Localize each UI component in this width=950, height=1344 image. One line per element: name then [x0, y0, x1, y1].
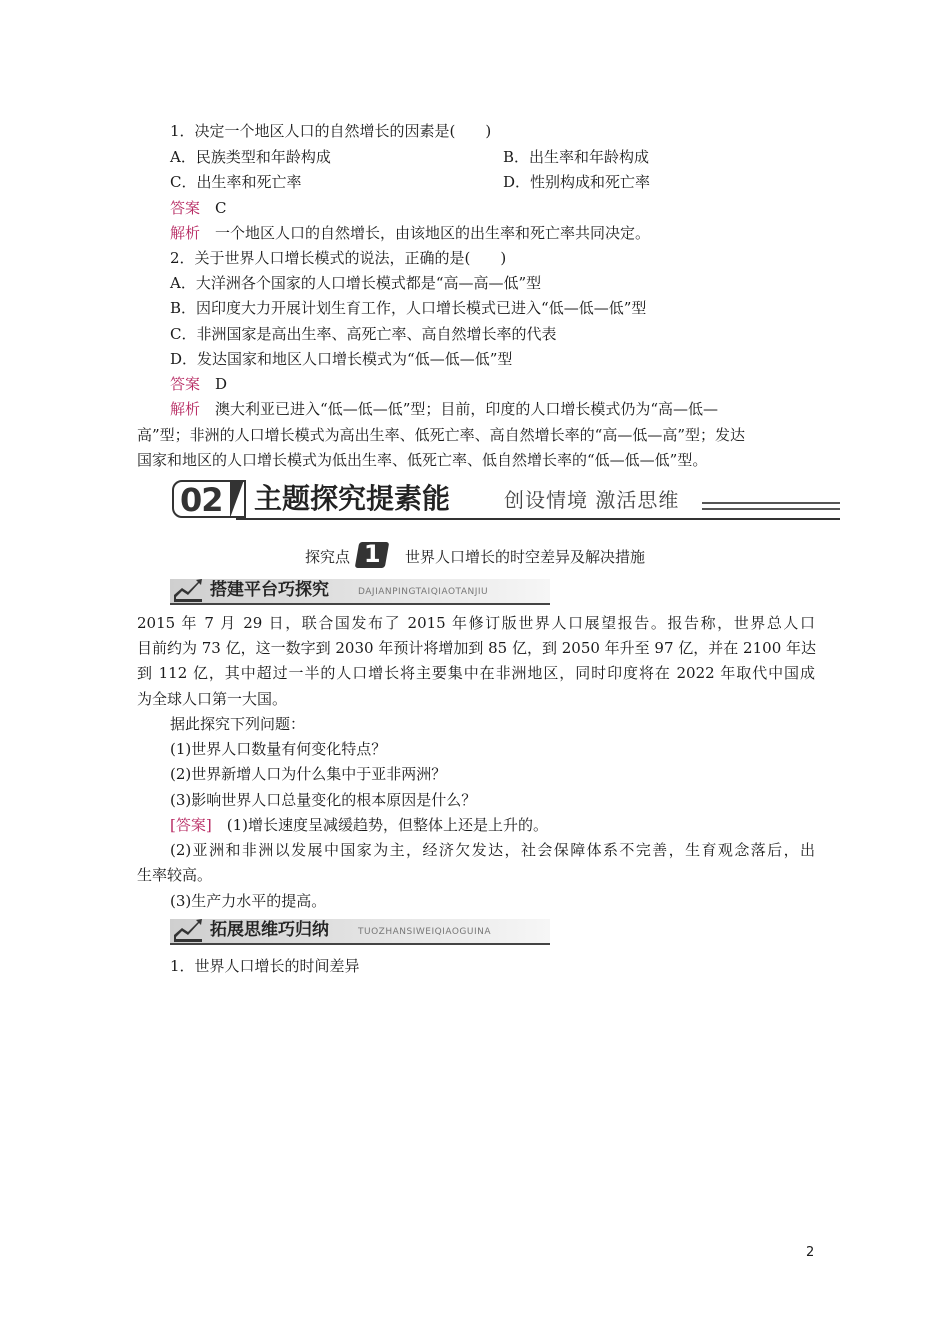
subsection-pinyin-1: DAJIANPINGTAIQIAOTANJIU: [358, 587, 489, 597]
q1-option-b: B．出生率和年龄构成: [503, 148, 650, 166]
q1-option-a: A．民族类型和年龄构成: [170, 148, 331, 166]
q1-analysis: [170, 222, 650, 244]
q1-option-d: D．性别构成和死亡率: [503, 173, 651, 191]
subsection-bar-underline: [170, 943, 550, 945]
q2-stem: 2．关于世界人口增长模式的说法，正确的是( ): [170, 249, 507, 267]
passage-line-3: 到 112 亿，其中超过一半的人口增长将主要集中在非洲地区，同时印度将在 2022 年取代中国成: [137, 664, 815, 682]
q1-option-c: C．出生率和死亡率: [170, 173, 302, 191]
inquiry-prompt: 据此探究下列问题：: [170, 715, 306, 733]
trend-chart-icon: [172, 577, 204, 603]
answer-2-line-1: (2)亚洲和非洲以发展中国家为主，经济欠发达，社会保障体系不完善，生育观念落后，出: [170, 841, 815, 859]
answer-2-line-2: 生率较高。: [137, 866, 213, 884]
banner-rule: [702, 502, 840, 504]
explore-number-badge: [355, 542, 390, 568]
q1-analysis-text: 一个地区人口的自然增长，由该地区的出生率和死亡率共同决定。: [215, 224, 651, 242]
q2-analysis-line-3: 国家和地区的人口增长模式为低出生率、低死亡率、低自然增长率的“低—低—低”型。: [137, 451, 708, 469]
subsection-bar-underline: [170, 603, 550, 605]
trend-chart-icon: [172, 917, 204, 943]
passage-line-2: 目前约为 73 亿，这一数字到 2030 年预计将增加到 85 亿，到 2050 年升至 97 亿，并在 2100 年达: [137, 639, 817, 657]
q2-answer: [170, 373, 227, 395]
answer-3: (3)生产力水平的提高。: [170, 892, 327, 910]
section-banner: [172, 478, 840, 522]
answer-line-1: [170, 814, 548, 836]
q2-analysis-line-2: 高”型；非洲的人口增长模式为高出生率、低死亡率、高自然增长率的“高—低—高”型；发达: [137, 426, 746, 444]
q2-analysis-line-1: [170, 398, 718, 420]
passage-line-1: 2015 年 7 月 29 日，联合国发布了 2015 年修订版世界人口展望报告。报告称，世界总人口: [137, 614, 815, 632]
q2-answer-label: 答案: [170, 375, 201, 393]
q2-option-b: B．因印度大力开展计划生育工作，人口增长模式已进入“低—低—低”型: [170, 299, 647, 317]
q2-option-c: C．非洲国家是高出生率、高死亡率、高自然增长率的代表: [170, 325, 557, 343]
q2-analysis-text-1: 澳大利亚已进入“低—低—低”型；目前，印度的人口增长模式仍为“高—低—: [215, 400, 719, 418]
answer-label: [答案]: [170, 816, 212, 834]
banner-rule: [702, 508, 840, 510]
q1-answer: [170, 197, 227, 219]
q1-stem: 1．决定一个地区人口的自然增长的因素是( ): [170, 122, 492, 140]
q2-option-d: D．发达国家和地区人口增长模式为“低—低—低”型: [170, 350, 513, 368]
banner-title: 主题探究提素能: [254, 482, 451, 515]
subsection-pinyin-2: TUOZHANSIWEIQIAOGUINA: [358, 927, 492, 937]
banner-slant-decoration: [230, 480, 244, 518]
banner-number: 02: [180, 481, 223, 519]
q1-analysis-label: 解析: [170, 224, 201, 242]
inquiry-question-2: (2)世界新增人口为什么集中于亚非两洲？: [170, 765, 447, 783]
summary-item-1: 1．世界人口增长的时间差异: [170, 957, 360, 975]
explore-label: 探究点: [305, 548, 351, 566]
banner-subtitle: 创设情境 激活思维: [504, 488, 680, 512]
q1-answer-label: 答案: [170, 199, 201, 217]
explore-title: 世界人口增长的时空差异及解决措施: [405, 548, 646, 566]
q2-option-a: A．大洋洲各个国家的人口增长模式都是“高—高—低”型: [170, 274, 542, 292]
explore-number: 1: [363, 540, 381, 568]
page-number: 2: [806, 1245, 815, 1260]
subsection-title-1: 搭建平台巧探究: [210, 580, 329, 600]
passage-line-4: 为全球人口第一大国。: [137, 690, 288, 708]
inquiry-question-1: (1)世界人口数量有何变化特点？: [170, 740, 387, 758]
inquiry-question-3: (3)影响世界人口总量变化的根本原因是什么？: [170, 791, 477, 809]
q1-answer-value: C: [215, 199, 227, 217]
banner-underline: [236, 518, 840, 520]
q2-analysis-label: 解析: [170, 400, 201, 418]
q2-answer-value: D: [215, 375, 228, 393]
answer-1: (1)增长速度呈减缓趋势，但整体上还是上升的。: [226, 816, 548, 834]
subsection-title-2: 拓展思维巧归纳: [210, 920, 329, 940]
